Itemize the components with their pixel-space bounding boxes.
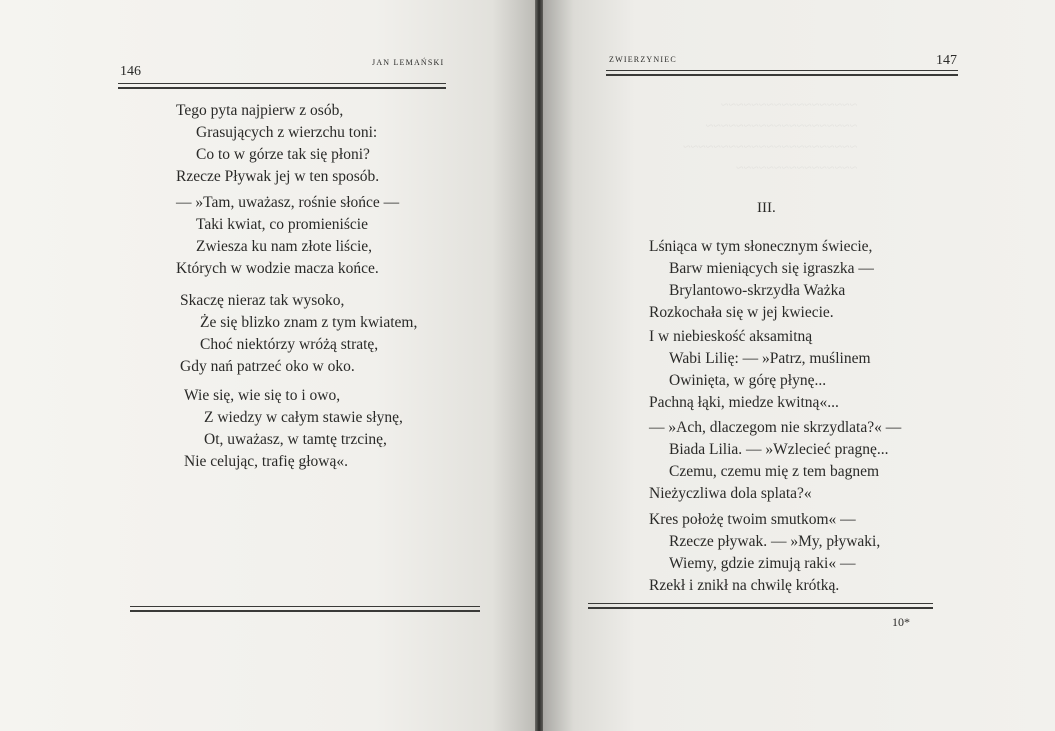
- header-rule-thin: [606, 70, 958, 71]
- verse-line: — »Ach, dlaczegom nie skrzydlata?« —: [649, 419, 902, 436]
- verse-line: Owinięta, w górę płynę...: [669, 372, 827, 389]
- verse-line: Ot, uważasz, w tamtę trzcinę,: [204, 431, 387, 448]
- stanza-2: [176, 192, 399, 280]
- verse-line: Lśniąca w tym słonecznym świecie,: [649, 238, 873, 255]
- verse-line: Pachną łąki, miedze kwitną«...: [649, 394, 839, 411]
- stanza-4: [649, 509, 880, 597]
- verse-line: Wabi Lilię: — »Patrz, muślinem: [669, 350, 871, 367]
- verse-line: Grasujących z wierzchu toni:: [196, 124, 378, 141]
- header-rule-thick: [118, 87, 446, 89]
- verse-line: Zwiesza ku nam złote liście,: [196, 238, 373, 255]
- verse-line: Rzecze pływak. — »My, pływaki,: [669, 533, 881, 550]
- verse-line: Wie się, wie się to i owo,: [184, 387, 341, 404]
- verse-line: Taki kwiat, co promieniście: [196, 216, 368, 233]
- verse-line: Nieżyczliwa dola splata?«: [649, 485, 812, 502]
- right-page: [543, 0, 1055, 731]
- verse-line: Nie celując, trafię głową«.: [184, 453, 348, 470]
- stanza-1: [176, 100, 379, 188]
- header-rule-thin: [118, 83, 446, 84]
- verse-line: Że się blizko znam z tym kwiatem,: [200, 314, 418, 331]
- stanza-4: [184, 385, 403, 473]
- running-head: ZWIERZYNIEC: [609, 55, 677, 64]
- stanza-3: [180, 290, 417, 378]
- footer-rule-thick: [130, 610, 480, 612]
- printer-signature: 10*: [892, 615, 910, 629]
- verse-line: Gdy nań patrzeć oko w oko.: [180, 358, 355, 375]
- bleed-through-text: ~~~~~~~~~~~~~~~~~~ ~~~~~~~~~~~~~~~~~~~~ ~~~~~~~~~~~~~~~~~~~~~~~ ~~~~~~~~~~~~~~~~: [683, 98, 858, 176]
- verse-line: Brylantowo-skrzydła Ważka: [669, 282, 846, 299]
- header-rule-thick: [606, 74, 958, 76]
- verse-line: Których w wodzie macza końce.: [176, 260, 379, 277]
- book-gutter: [535, 0, 543, 731]
- verse-line: Rozkochała się w jej kwiecie.: [649, 304, 834, 321]
- verse-line: Rzekł i znikł na chwilę krótką.: [649, 577, 840, 594]
- stanza-2: [649, 326, 871, 414]
- verse-line: — »Tam, uważasz, rośnie słońce —: [176, 194, 400, 211]
- stanza-1: [649, 236, 874, 324]
- verse-line: Tego pyta najpierw z osób,: [176, 102, 344, 119]
- verse-line: Rzecze Pływak jej w ten sposób.: [176, 168, 380, 185]
- stanza-3: [649, 417, 901, 505]
- footer-rule-thin: [130, 606, 480, 607]
- verse-line: Czemu, czemu mię z tem bagnem: [669, 463, 880, 480]
- verse-line: Choć niektórzy wróżą stratę,: [200, 336, 379, 353]
- footer-rule-thick: [588, 607, 933, 609]
- running-head: JAN LEMAŃSKI: [372, 58, 445, 67]
- section-number: III.: [757, 200, 776, 216]
- page-number: 146: [120, 64, 141, 79]
- verse-line: Skaczę nieraz tak wysoko,: [180, 292, 345, 309]
- verse-line: Barw mieniących się igraszka —: [669, 260, 874, 277]
- verse-line: I w niebieskość aksamitną: [649, 328, 813, 345]
- verse-line: Kres położę twoim smutkom« —: [649, 511, 856, 528]
- verse-line: Wiemy, gdzie zimują raki« —: [669, 555, 856, 572]
- verse-line: Co to w górze tak się płoni?: [196, 146, 370, 163]
- verse-line: Z wiedzy w całym stawie słynę,: [204, 409, 403, 426]
- verse-line: Biada Lilia. — »Wzlecieć pragnę...: [669, 441, 889, 458]
- footer-rule-thin: [588, 603, 933, 604]
- page-number: 147: [936, 53, 957, 68]
